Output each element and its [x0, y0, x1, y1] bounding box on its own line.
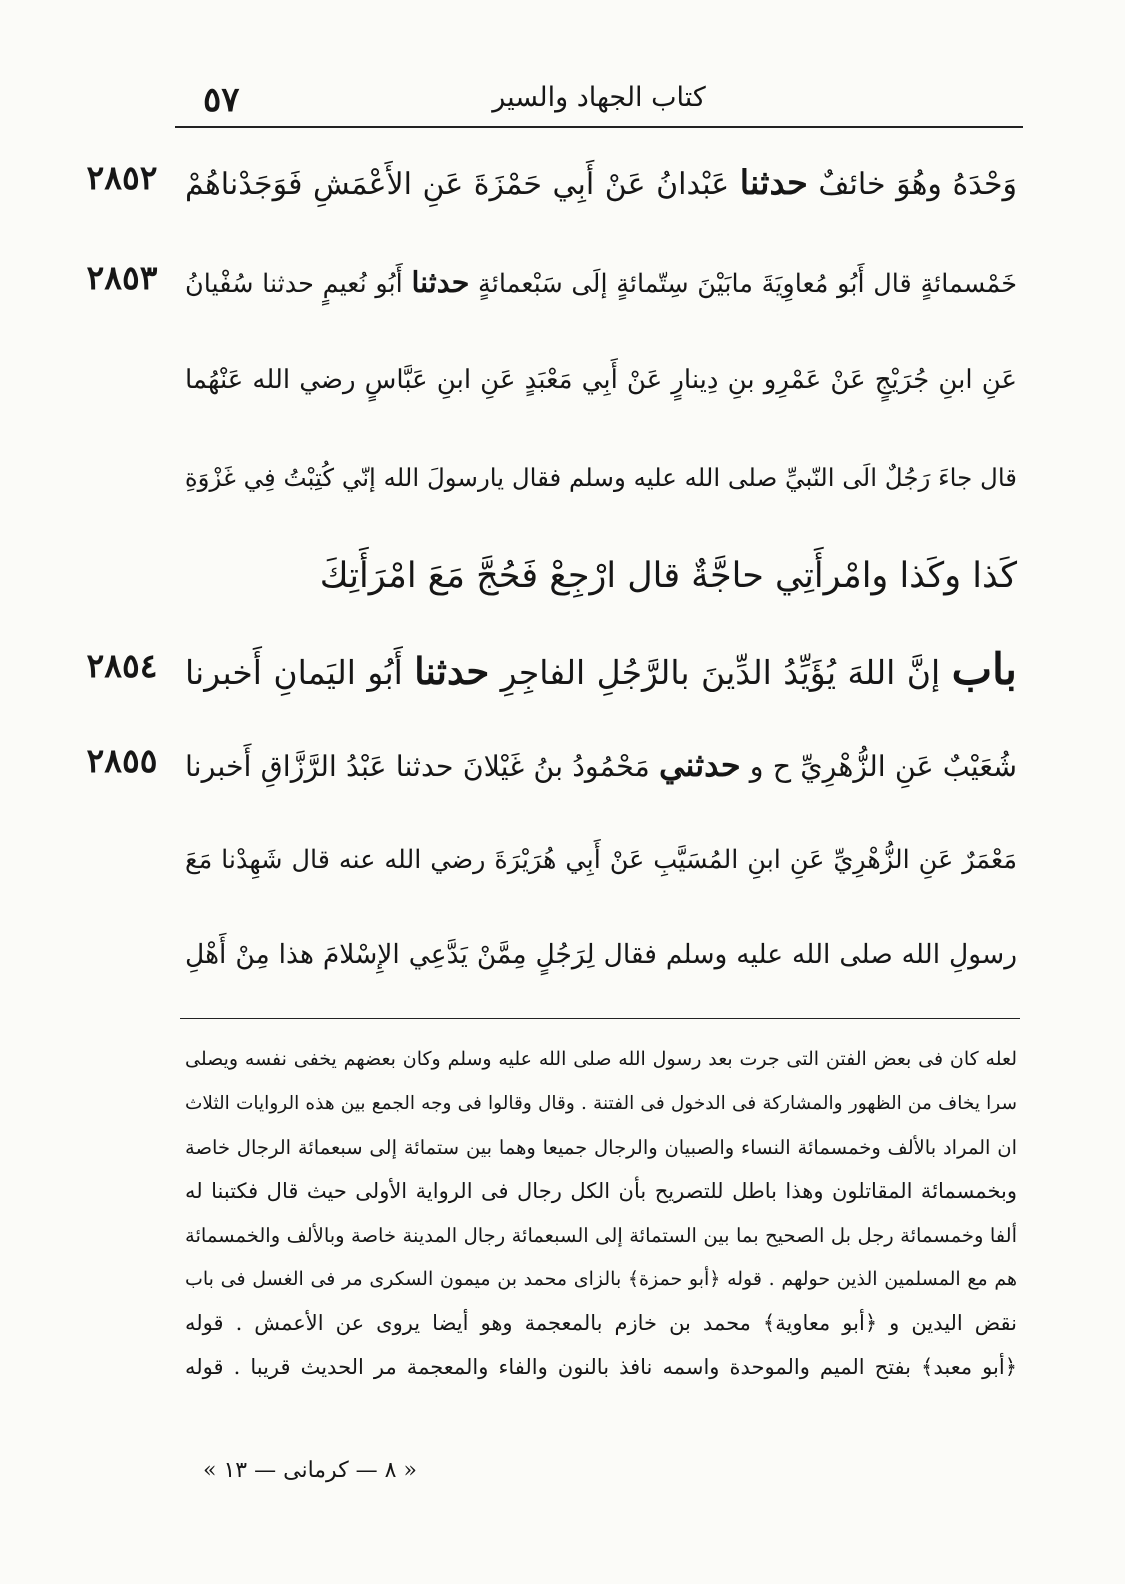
main-text-line: خَمْسمائةٍ قال أَبُو مُعاوِيَةَ مابَيْنَ سِتّمائةٍ إلَى سَبْعمائةٍ حدثنا أَبُو نُعيمٍ حدثنا سُفْيانُ	[185, 265, 1017, 299]
running-title: كتاب الجهاد والسير	[492, 82, 706, 113]
commentary-line: ألفا وخمسمائة رجل بل الصحيح بما بين الستمائة إلى السبعمائة رجال المدينة خاصة وبالألف والخمسمائة	[185, 1224, 1017, 1247]
commentary-line: لعله كان فى بعض الفتن التى جرت بعد رسول الله صلى الله عليه وسلم وكان بعضهم يخفى نفسه ويصلى	[185, 1048, 1017, 1070]
hadith-number: ٢٨٥٤	[86, 646, 158, 685]
narration-keyword: حدثنا	[739, 162, 808, 202]
footnote-separator	[180, 1018, 1020, 1019]
chapter-title: إنَّ اللهَ يُؤَيِّدُ الدِّينَ بالرَّجُلِ الفاجِرِ	[489, 653, 952, 692]
commentary-line: هم مع المسلمين الذين حولهم . قوله ﴿أبو حمزة﴾ بالزاى محمد بن ميمون السكرى مر فى الغسل فى باب	[185, 1268, 1017, 1290]
main-text-line: قال جاءَ رَجُلٌ الَى النّبيِّ صلى الله عليه وسلم فقال يارسولَ الله إنّي كُتِبْتُ فِي غَزْوَةِ	[184, 463, 1017, 492]
main-text-line: عَنِ ابنِ جُرَيْجٍ عَنْ عَمْرِو بنِ دِينارٍ عَنْ أَبِي مَعْبَدٍ عَنِ ابنِ عَبَّاسٍ رضي الله عَنْهُما	[185, 365, 1017, 395]
commentary-line: نقض اليدين و ﴿أبو معاوية﴾ محمد بن خازم بالمعجمة وهو أيضا يروى عن الأعمش . قوله	[185, 1311, 1017, 1335]
hadith-number: ٢٨٥٢	[86, 158, 158, 197]
page-header	[175, 70, 1023, 128]
main-text-line: شُعَيْبٌ عَنِ الزُّهْرِيِّ ح و حدثني مَحْمُودُ بنُ غَيْلانَ حدثنا عَبْدُ الرَّزَّاقِ أَخبرنا	[185, 746, 1017, 784]
commentary-line: ان المراد بالألف وخمسمائة النساء والصبيان والرجال جميعا وهما بين ستمائة إلى سبعمائة الرجال خاصة	[185, 1136, 1017, 1159]
footer-signature: « ٨ — كرمانى — ١٣ »	[203, 1458, 417, 1483]
commentary-line: ﴿أبو معبد﴾ بفتح الميم والموحدة واسمه نافذ بالنون والفاء والمعجمة مر الحديث قريبا . قوله	[185, 1355, 1017, 1379]
hadith-number: ٢٨٥٥	[86, 741, 158, 780]
chapter-label: باب	[951, 645, 1017, 695]
chapter-heading-line: باب إنَّ اللهَ يُؤَيِّدُ الدِّينَ بالرَّجُلِ الفاجِرِ حدثنا أَبُو اليَمانِ أَخبرنا	[185, 645, 1017, 695]
main-text-line: كَذا وكَذا وامْرأَتِي حاجَّةٌ قال ارْجِعْ فَحُجَّ مَعَ امْرَأَتِكَ	[319, 556, 1017, 596]
page-number: ٥٧	[203, 80, 240, 120]
main-text-line: وَحْدَهُ وهُوَ خائفٌ حدثنا عَبْدانُ عَنْ أَبِي حَمْزَةَ عَنِ الأَعْمَشِ فَوَجَدْناهُمْ	[185, 162, 1017, 202]
main-text-line: مَعْمَرٌ عَنِ الزُّهْرِيِّ عَنِ ابنِ المُسَيَّبِ عَنْ أَبِي هُرَيْرَةَ رضي الله عنه قال شَهِدْنا مَعَ	[185, 845, 1017, 875]
narration-keyword: حدثني	[658, 746, 741, 784]
commentary-line: سرا يخاف من الظهور والمشاركة فى الدخول فى الفتنة . وقال وقالوا فى وجه الجمع بين هذه الروايات الثلاث	[185, 1093, 1017, 1114]
narration-keyword: حدثنا	[414, 649, 490, 693]
narration-keyword: حدثنا	[411, 265, 470, 299]
commentary-line: وبخمسمائة المقاتلون وهذا باطل للتصريح بأن الكل رجال فى الرواية الأولى حيث قال فكتبنا له	[185, 1179, 1017, 1203]
hadith-number: ٢٨٥٣	[86, 258, 158, 297]
main-text-line: رسولِ الله صلى الله عليه وسلم فقال لِرَجُلٍ مِمَّنْ يَدَّعِي الإِسْلامَ هذا مِنْ أَهْلِ	[185, 939, 1017, 970]
